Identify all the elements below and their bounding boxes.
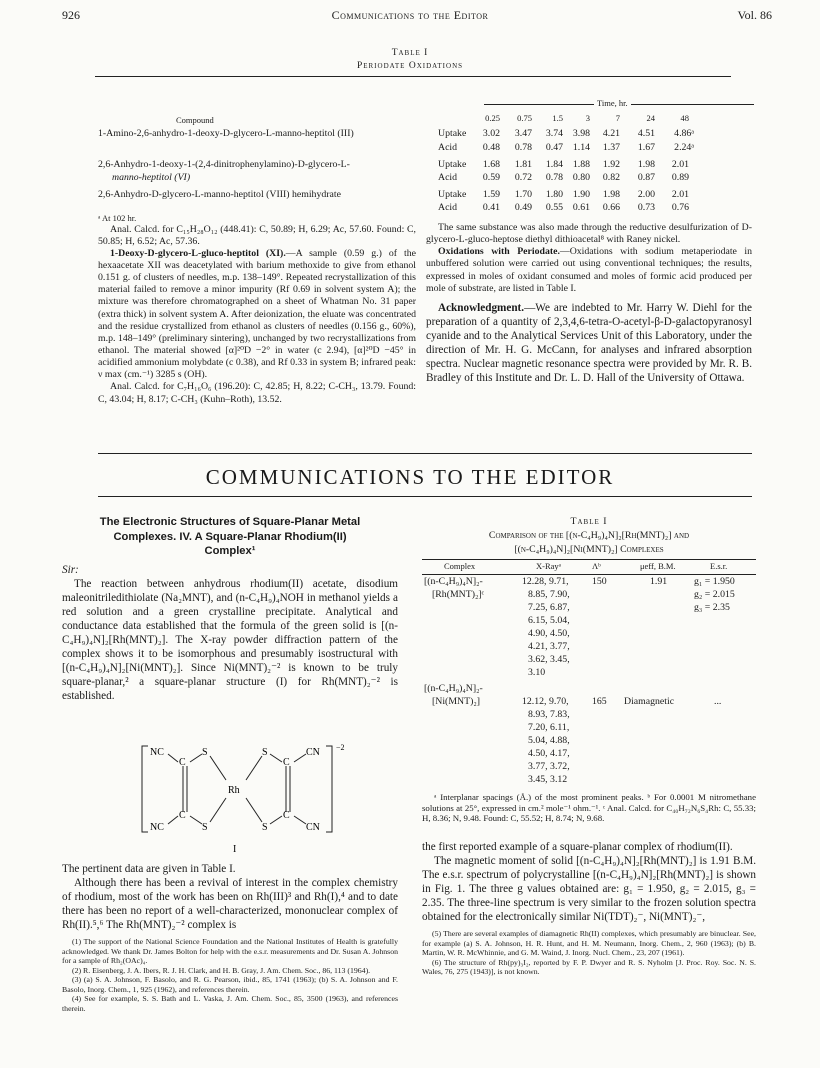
table-bottom-rule — [422, 574, 756, 575]
footnote: (1) The support of the National Science Foundation and the National Institutes of Health is gratefully acknowledged. We thank Dr. James Bolton for help with the e.s.r. measurements and Dr. Susan A. Johnson for a sample of Rh₂(OAc)₄. — [62, 937, 398, 965]
sulfur-label: S — [202, 747, 208, 758]
compound-name: 1-Amino-2,6-anhydro-1-deoxy-D-glycero-L-manno-heptitol (III) — [98, 128, 354, 139]
title-line: Complexes. IV. A Square-Planar Rhodium(II) — [113, 530, 347, 543]
value-cell: 4.51 — [637, 128, 655, 139]
table-bottom-subtitle: [(n-C₄H₉)₄N]₂[Ni(MNT)₂] Complexes — [514, 544, 664, 555]
table-footnote: ᵃ Interplanar spacings (Å.) of the most prominent peaks. ᵇ For 0.0001 M nitromethane solutions at 25°, expressed in cm.² mole⁻¹ ohm.⁻¹. ᶜ Anal. Calcd. for C₄₀H₇₂N₆S₄Rh: C, 55.33; H, 8.36; N, 9.48. Found: C, 55.52; H, 8.74; N, 9.68. — [422, 792, 756, 824]
xray-value: 12.28, 9.71, — [522, 576, 569, 587]
measure-kind: Uptake — [438, 128, 467, 139]
value-cell: 3.47 — [514, 128, 532, 139]
compound-name: 2,6-Anhydro-D-glycero-L-manno-heptitol (VIII) hemihydrate — [98, 189, 341, 200]
cn-group-label: CN — [306, 747, 320, 758]
value-cell: 0.82 — [602, 172, 620, 183]
value-cell: 0.89 — [671, 172, 689, 183]
value-cell: 0.61 — [572, 202, 590, 213]
paragraph: The same substance was also made through the reductive desulfurization of D-glycero-L-gluco-heptose diethyl dithioacetal⁸ with Raney nickel. — [426, 222, 752, 246]
paragraph: Although there has been a revival of interest in the complex chemistry of rhodium, most of the work has been on Rh(III)³ and Rh(I),⁴ and to date there has been no report of a well-characterized, mononuclear complex of Rh(II).⁵,⁶ The Rh(MNT)₂⁻² complex is — [62, 877, 398, 931]
xray-value: 8.93, 7.83, — [528, 709, 570, 720]
value-cell: 1.37 — [602, 142, 620, 153]
xray-value: 4.90, 4.50, — [528, 628, 570, 639]
value-cell: 0.55 — [545, 202, 563, 213]
bottom-right-column — [422, 840, 756, 977]
moment-value: Diamagnetic — [624, 696, 675, 707]
time-header: 48 — [680, 113, 689, 123]
value-cell: 3.74 — [545, 128, 563, 139]
value-cell: 0.78 — [545, 172, 563, 183]
xray-value: 6.15, 5.04, — [528, 615, 570, 626]
compound-column-header: Compound — [176, 115, 214, 125]
xray-value: 8.85, 7.90, — [528, 589, 570, 600]
sulfur-label: S — [202, 822, 208, 833]
value-cell: 3.98 — [572, 128, 590, 139]
footnote: (6) The structure of Rh(py)₃I₂, reported by F. P. Dwyer and R. S. Nyholm [J. Proc. Roy. Soc. N. S. Wales, 76, 275 (1943)], is not known. — [422, 957, 756, 976]
cn-group-label: NC — [150, 747, 164, 758]
xray-value: 3.77, 3.72, — [528, 761, 570, 772]
article-intro — [62, 563, 398, 703]
value-cell: 0.78 — [514, 142, 532, 153]
structure-number: I — [233, 844, 237, 855]
value-cell: 2.01 — [671, 189, 689, 200]
esr-value: g₁ = 1.950 — [694, 576, 735, 587]
value-cell: 0.48 — [482, 142, 500, 153]
value-cell: 0.73 — [637, 202, 655, 213]
time-header: 1.5 — [552, 113, 563, 123]
column-header: μeff, B.M. — [640, 561, 676, 571]
value-cell: 0.47 — [545, 142, 563, 153]
table-bottom-footnotes — [422, 792, 756, 824]
paragraph: the first reported example of a square-planar complex of rhodium(II). — [422, 841, 733, 853]
section-heading: Oxidations with Periodate. — [438, 246, 560, 258]
footnote: (4) See for example, S. S. Bath and L. Vaska, J. Am. Chem. Soc., 85, 3500 (1963), and references therein. — [62, 994, 398, 1013]
time-header: 24 — [646, 113, 655, 123]
xray-value: 4.50, 4.17, — [528, 748, 570, 759]
table-bottom-rule — [422, 559, 756, 560]
value-cell: 0.76 — [671, 202, 689, 213]
xray-value: 4.21, 3.77, — [528, 641, 570, 652]
analysis-paragraph: Anal. Calcd. for C₁₅H₂₈O₁₂ (448.41): C, 50.89; H, 6.29; Ac, 57.60. Found: C, 50.85; H, 6.52; Ac, 57.36. — [98, 223, 416, 247]
time-header: 7 — [615, 113, 620, 123]
time-header: 3 — [585, 113, 590, 123]
esr-value: g₃ = 2.35 — [694, 602, 730, 613]
measure-kind: Acid — [438, 172, 458, 183]
value-cell: 1.98 — [602, 189, 620, 200]
complex-name: [Rh(MNT)₂]ᶜ — [432, 589, 485, 600]
article-body — [62, 862, 398, 1013]
paragraph-text: —A sample (0.59 g.) of the hexaacetate XII was deacetylated with barium methoxide to give from ethanol 0.151 g. of clusters of needles, m.p. 138–149°. Repeated recrystallization of this material failed to remove a minor impurity (Rf 0.69 in solvent system A); the mixture was therefore chromatographed on a sheet of Whatman No. 31 paper (extra thick) in solvent system A. After deionization, the eluate was concentrated and the residue crystallized from ethanol as clusters of needles (0.156 g., 60%), m.p. 148–149° (preliminary sintering), unchanged by two recrystallizations from ethanol. The material showed [α]²⁰D −2° in water (c 2.94), [α]²⁰D −45° in acidified ammonium molybdate (c 0.38), and Rf 0.33 in system B; infrared peak: ν max (cm.⁻¹) 3285 s (OH). — [98, 247, 416, 381]
value-cell: 1.68 — [482, 159, 500, 170]
column-header: Λᵇ — [592, 561, 601, 571]
value-cell: 1.81 — [514, 159, 532, 170]
paragraph: The reaction between anhydrous rhodium(II) acetate, disodium maleonitriledithiolate (Na₂MNT), and (n-C₄H₉)₄NOH in methanol yields a red solution and a green crystalline precipitate. Analytical and conductance data established that the formula of the green solid is [(n-C₄H₉)₄N]₂[Rh(MNT)₂]. The X-ray powder diffraction pattern of the complex shows it to be isomorphous and presumably isostructural with [(n-C₄H₉)₄N]₂[Ni(MNT)₂]. Since Ni(MNT)₂⁻² is known to be truly square-planar,² a square-planar structure (I) for Rh(MNT)₂⁻² is established. — [62, 578, 398, 702]
xray-value: 3.45, 3.12 — [528, 774, 568, 785]
moment-value: 1.91 — [650, 576, 668, 587]
value-cell: 1.98 — [637, 159, 655, 170]
value-cell: 1.80 — [545, 189, 563, 200]
title-line: Complex¹ — [204, 545, 256, 558]
footnotes-left — [62, 937, 398, 1013]
carbon-label: C — [283, 810, 290, 821]
value-cell: 1.59 — [482, 189, 500, 200]
compound-name: manno-heptitol (VI) — [112, 172, 191, 183]
paragraph-text: —We are indebted to Mr. Harry W. Diehl for the preparation of a quantity of 2,3,4,6-tetra-O-acetyl-β-D-galactopyranosyl cyanide and to the Analytical Services Unit of this Laboratory, under the direction of Mr. H. G. McCann, for analyses and infrared absorption spectra. Nuclear magnetic resonance spectra were provided by Mr. R. B. Bradley of this Institute and Dr. L. D. Hall of the University of Ottawa. — [426, 301, 752, 384]
value-cell: 0.87 — [637, 172, 655, 183]
value-cell: 3.02 — [482, 128, 500, 139]
value-cell: 1.92 — [602, 159, 620, 170]
section-banner: COMMUNICATIONS TO THE EDITOR — [205, 465, 615, 489]
carbon-label: C — [179, 810, 186, 821]
volume-label: Vol. 86 — [737, 8, 772, 22]
xray-value: 7.20, 6.11, — [528, 722, 570, 733]
esr-value: g₂ = 2.015 — [694, 589, 735, 600]
paragraph: The magnetic moment of solid [(n-C₄H₉)₄N]₂[Rh(MNT)₂] is 1.91 B.M. The e.s.r. spectrum of polycrystalline [(n-C₄H₉)₄N]₂[Rh(MNT)₂] is shown in Fig. 1. The three g values obtained are: g₁ = 1.950, g₂ = 2.015, g₃ = 2.35. The three-line spectrum is very similar to the frozen solution spectra obtained for the electronically similar Ni(TDT)₂⁻, Ni(MNT)₂⁻, — [422, 855, 756, 923]
charge-label: −2 — [336, 743, 345, 752]
value-cell: 2.00 — [637, 189, 655, 200]
xray-value: 3.62, 3.45, — [528, 654, 570, 665]
value-cell: 2.24ᵃ — [674, 142, 694, 153]
xray-value: 3.10 — [528, 667, 546, 678]
xray-value: 12.12, 9.70, — [522, 696, 569, 707]
sulfur-label: S — [262, 747, 268, 758]
table-top-subtitle: Periodate Oxidations — [356, 61, 464, 71]
section-heading: Acknowledgment. — [438, 301, 525, 314]
footnote: (5) There are several examples of diamagnetic Rh(II) complexes, which presumably are binuclear. See, for example (a) S. A. Johnson, H. R. Hunt, and H. M. Neumann, Inorg. Chem., 2, 960 (1963); (b) B. Martin, W. R. McWhinnie, and G. M. Waind, J. Inorg. Nucl. Chem., 23, 207 (1961). — [422, 929, 756, 957]
value-cell: 4.86ᵃ — [674, 128, 694, 139]
footnote: (3) (a) S. A. Johnson, F. Basolo, and R. G. Pearson, ibid., 85, 1741 (1963); (b) S. A. Johnson and F. Basolo, Inorg. Chem., 1, 925 (1962), and references therein. — [62, 975, 398, 994]
time-header: 0.75 — [517, 113, 532, 123]
measure-kind: Uptake — [438, 189, 467, 200]
xray-value: 7.25, 6.87, — [528, 602, 570, 613]
paragraph-text: —Oxidations with sodium metaperiodate in unbuffered solution were carried out using conventional techniques; the results, expressed in moles of oxidant consumed and moles of formic acid produced per mole of substrate, are listed in Table I. — [426, 246, 752, 294]
value-cell: 0.49 — [514, 202, 532, 213]
time-header: 0.25 — [485, 113, 500, 123]
value-cell: 1.67 — [637, 142, 655, 153]
cn-group-label: CN — [306, 822, 320, 833]
measure-kind: Uptake — [438, 159, 467, 170]
page-number: 926 — [62, 8, 80, 22]
value-cell: 4.21 — [602, 128, 620, 139]
complex-name: [Ni(MNT)₂] — [432, 696, 481, 707]
complex-name: [(n-C₄H₉)₄N]₂- — [424, 576, 483, 587]
title-line: The Electronic Structures of Square-Planar Metal — [99, 516, 361, 528]
table-bottom-subtitle: Comparison of the [(n-C₄H₉)₄N]₂[Rh(MNT)₂] and — [488, 530, 690, 541]
salutation: Sir: — [62, 564, 79, 576]
cn-group-label: NC — [150, 822, 164, 833]
footnote: (2) R. Eisenberg, J. A. Ibers, R. J. H. Clark, and H. B. Gray, J. Am. Chem. Soc., 86, 113 (1964). — [72, 965, 371, 975]
time-column-header: Time, hr. — [594, 98, 631, 109]
column-header: E.s.r. — [710, 561, 728, 571]
value-cell: 0.80 — [572, 172, 590, 183]
table-top-footnote: ᵃ At 102 hr. — [98, 213, 137, 223]
footnotes-right — [422, 929, 756, 977]
value-cell: 2.01 — [671, 159, 689, 170]
measure-kind: Acid — [438, 202, 458, 213]
value-cell: 0.59 — [482, 172, 500, 183]
conductance-value: 165 — [592, 696, 607, 707]
paragraph: The pertinent data are given in Table I. — [62, 863, 236, 875]
value-cell: 1.14 — [572, 142, 590, 153]
conductance-value: 150 — [592, 576, 607, 587]
compound-name: 2,6-Anhydro-1-deoxy-1-(2,4-dinitrophenylamino)-D-glycero-L- — [98, 159, 350, 170]
value-cell: 0.72 — [514, 172, 532, 183]
xray-value: 5.04, 4.88, — [528, 735, 570, 746]
esr-value: ... — [714, 696, 722, 707]
carbon-label: C — [179, 757, 186, 768]
table-bottom-title: Table I — [570, 516, 608, 527]
section-heading: 1-Deoxy-D-glycero-L-gluco-heptitol (XI). — [110, 247, 286, 259]
value-cell: 1.70 — [514, 189, 532, 200]
value-cell: 0.66 — [602, 202, 620, 213]
carbon-label: C — [283, 757, 290, 768]
value-cell: 1.90 — [572, 189, 590, 200]
running-title: Communications to the Editor — [331, 8, 489, 22]
measure-kind: Acid — [438, 142, 458, 153]
experimental-paragraph — [98, 248, 416, 382]
value-cell: 1.84 — [545, 159, 563, 170]
structure-diagram — [140, 740, 360, 860]
complex-name: [(n-C₄H₉)₄N]₂- — [424, 683, 483, 694]
top-left-column — [98, 213, 416, 406]
table-top-title: Table I — [391, 48, 429, 58]
column-header: X-Rayᵃ — [536, 561, 561, 571]
sulfur-label: S — [262, 822, 268, 833]
analysis-paragraph: Anal. Calcd. for C₇H₁₆O₆ (196.20): C, 42.85; H, 8.22; C-CH₃, 13.79. Found: C, 43.04; H, 8.17; C-CH₃ (Kuhn–Roth), 13.52. — [98, 381, 416, 405]
column-header: Complex — [444, 561, 476, 571]
value-cell: 0.41 — [482, 202, 500, 213]
value-cell: 1.88 — [572, 159, 590, 170]
article-title — [62, 515, 398, 559]
rhodium-label: Rh — [228, 785, 240, 796]
